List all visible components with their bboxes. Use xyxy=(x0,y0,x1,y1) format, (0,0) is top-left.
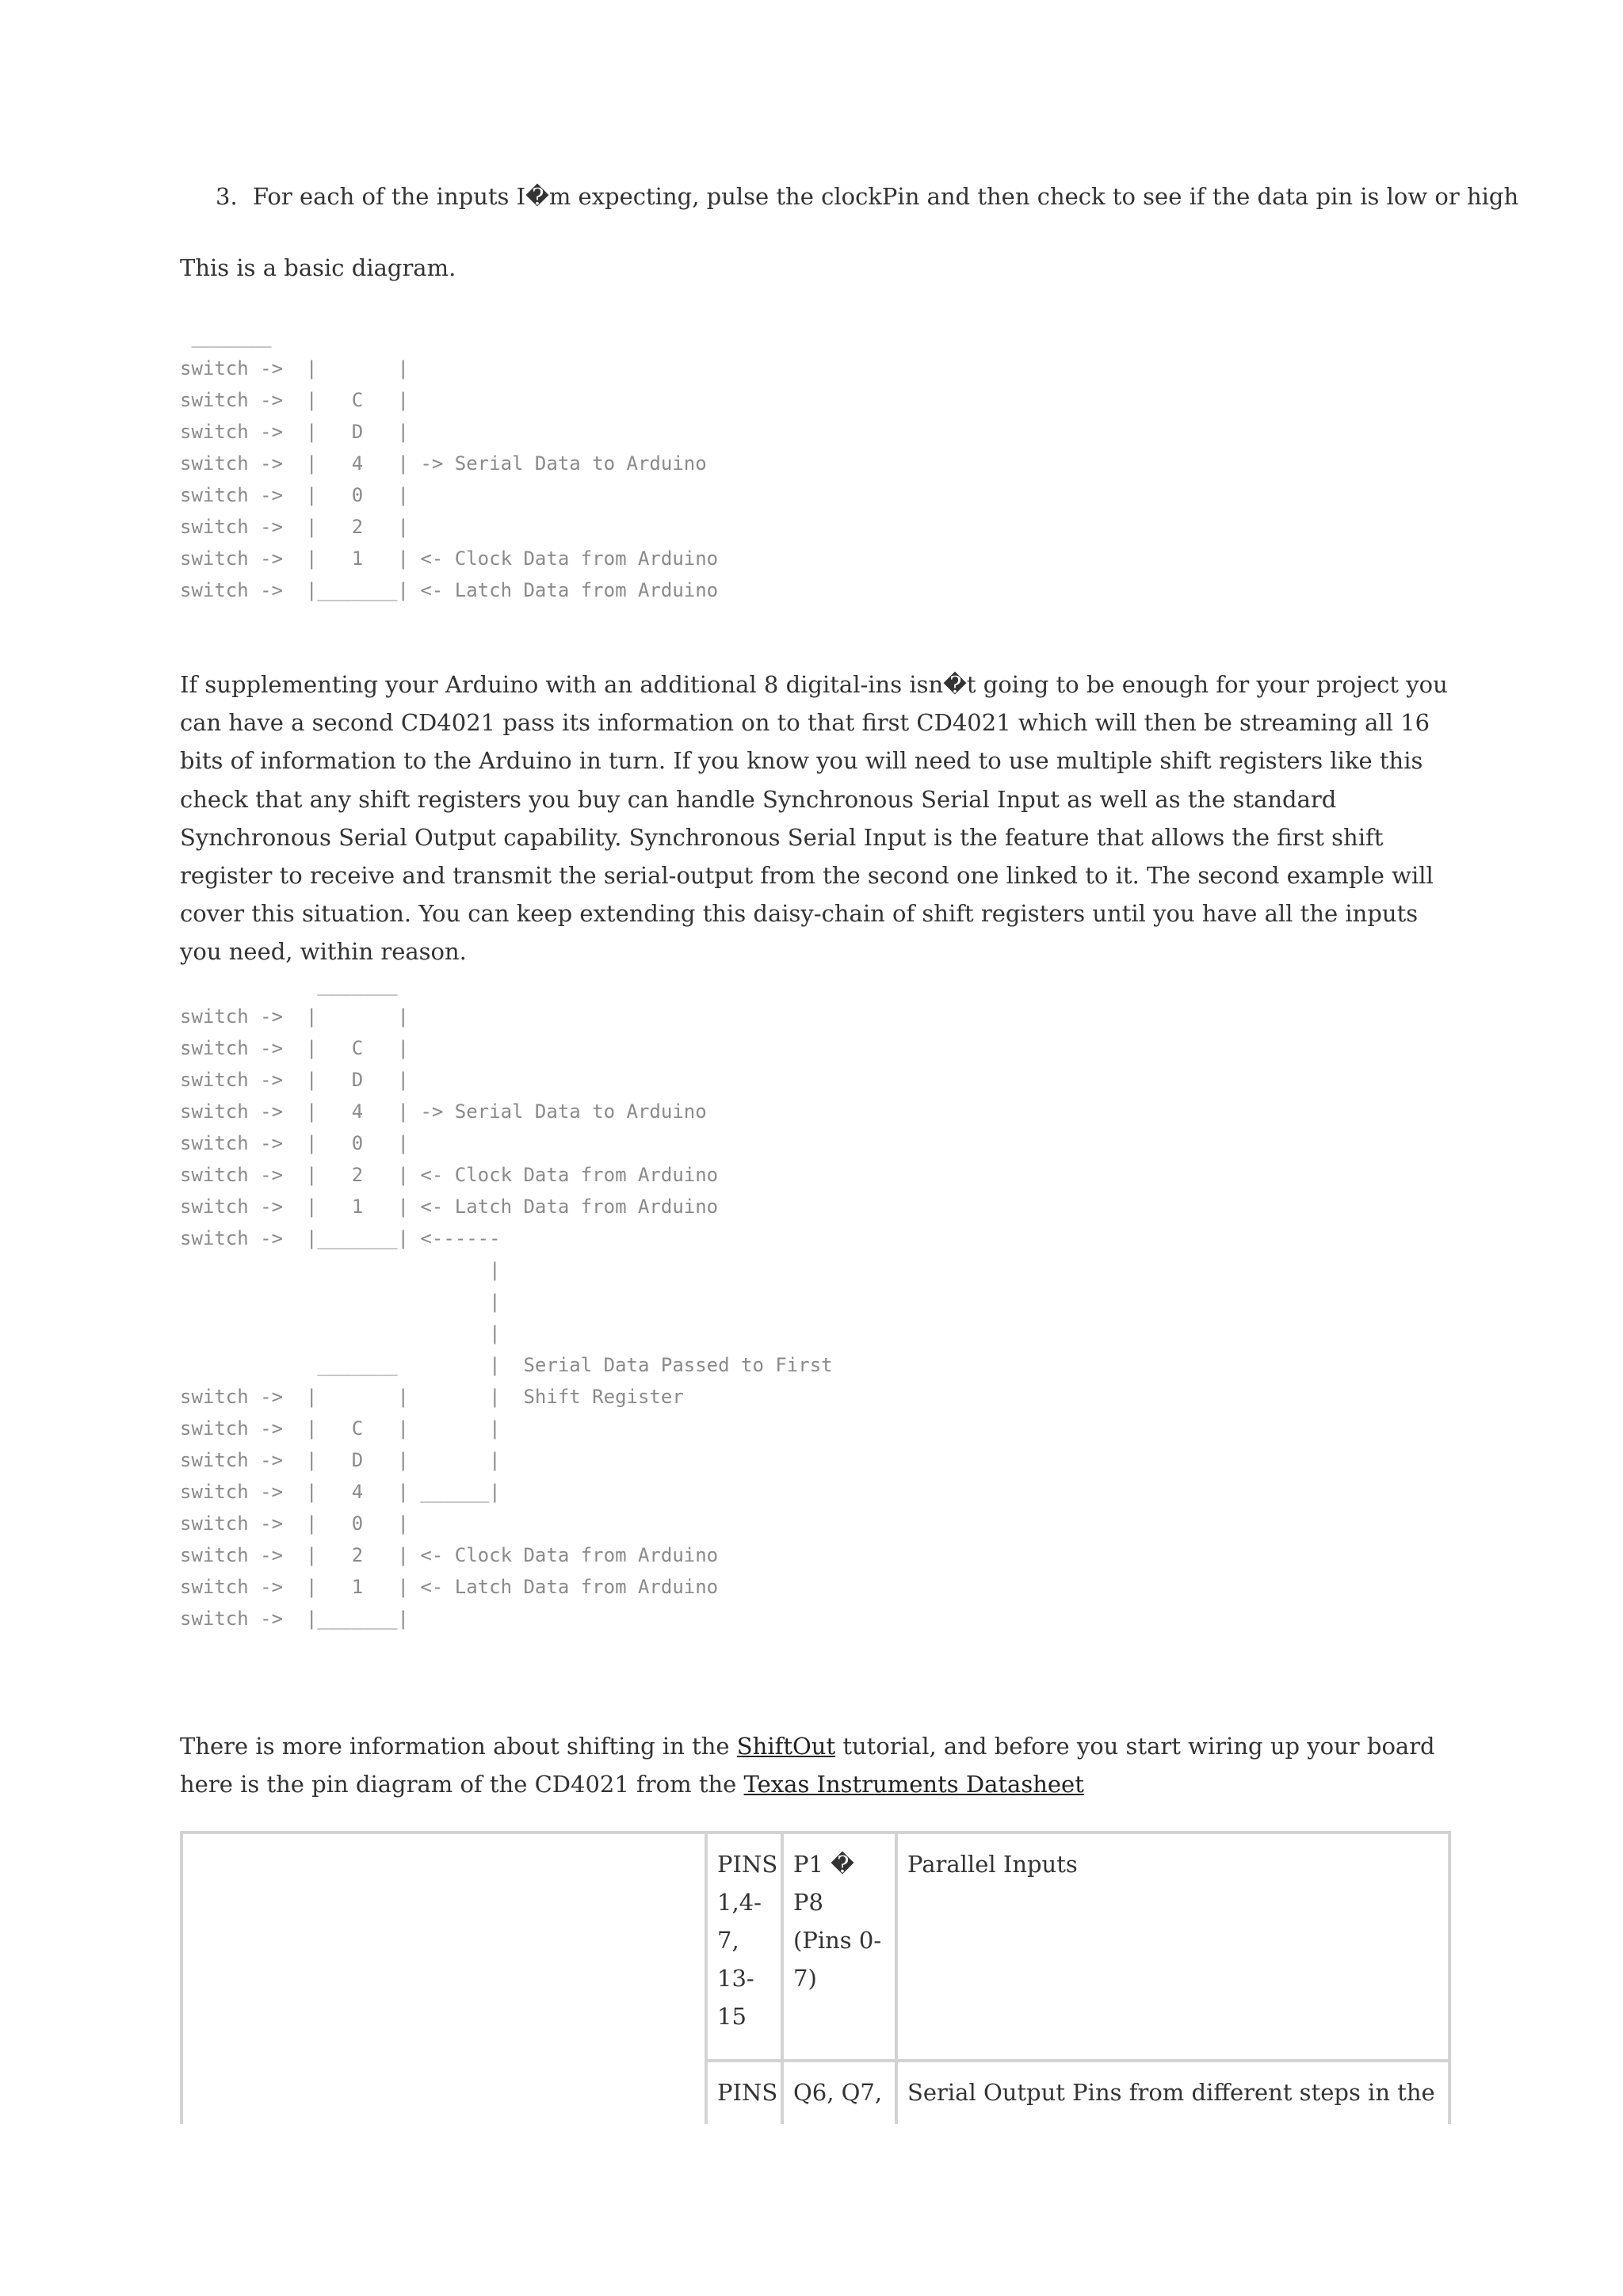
pin-description-cell: Parallel Inputs xyxy=(896,1833,1449,2061)
datasheet-link[interactable]: Texas Instruments Datasheet xyxy=(743,1771,1084,1798)
pins-cell: PINS xyxy=(706,2061,782,2124)
daisy-chain-diagram: _______ switch -> | | switch -> | C | switch -> | D | switch -> | 4 | -> Serial Data to Arduino switch -> | 0 | switch -> | 2 | <- Clock Data from Arduino switch -> | 1 | <- Latch Data from Arduino switch -> |_______| <------ | | | _______ | Serial Data Passed to First switch -> | | | Shift Register switch -> | C | | switch -> | D | | switch -> | 4 | ______| switch -> | 0 | switch -> | 2 | <- Clock Data from Arduino switch -> | 1 | <- Latch Data from Arduino switch -> |_______| xyxy=(180,974,833,1630)
daisy-chain-paragraph: If supplementing your Arduino with an additional 8 digital-ins isn�t going to be enough for your project you can have a second CD4021 pass its information on to that first CD4021 which will then be streaming all 16 bits of information to the Arduino in turn. If you know you will need to use multiple shift registers like this check that any shift registers you buy can handle Synchronous Serial Input as well as the standard Synchronous Serial Output capability. Synchronous Serial Input is the feature that allows the first shift register to receive and transmit the serial-output from the second one linked to it. The second example will cover this situation. You can keep extending this daisy-chain of shift registers until you have all the inputs you need, within reason. xyxy=(180,671,1448,966)
more-info-text-middle: tutorial, and before you start wiring up your board here is the pin diagram of the CD4021 from the xyxy=(180,1733,1435,1798)
pins-cell: PINS 1,4-7, 13-15 xyxy=(706,1833,782,2061)
step-text: For each of the inputs I�m expecting, pulse the clockPin and then check to see if the data pin is low or high xyxy=(252,183,1519,210)
pin-table xyxy=(180,1831,1451,2124)
basic-diagram: _______ switch -> | | switch -> | C | switch -> | D | switch -> | 4 | -> Serial Data to Arduino switch -> | 0 | switch -> | 2 | switch -> | 1 | <- Clock Data from Arduino switch -> |_______| <- Latch Data from Arduino xyxy=(180,326,719,601)
more-info-paragraph xyxy=(180,1727,1456,1803)
intro-text: This is a basic diagram. xyxy=(180,254,456,281)
pin-description-cell: Serial Output Pins from different steps in the xyxy=(896,2061,1449,2124)
step-number: 3. xyxy=(216,183,238,210)
pin-diagram-cell xyxy=(181,1833,706,2124)
step-3 xyxy=(216,179,1518,214)
table-row xyxy=(181,1833,1449,2061)
pin-name-cell: P1 � P8 (Pins 0-7) xyxy=(782,1833,896,2061)
shiftout-link[interactable]: ShiftOut xyxy=(736,1733,836,1760)
pin-name-cell: Q6, Q7, xyxy=(782,2061,896,2124)
more-info-text-start: There is more information about shifting in the xyxy=(180,1733,737,1760)
